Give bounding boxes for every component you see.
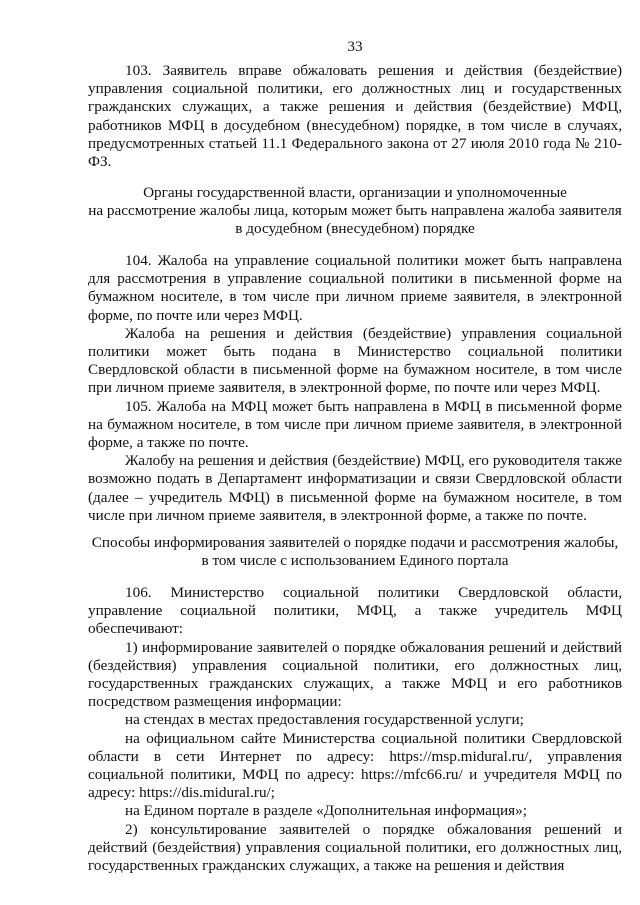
list-item-1-websites: на официальном сайте Министерства социальной политики Свердловской области в сети Интернет по адресу: https://msp.midural.ru/, управления социальной политики, МФЦ по адресу: https://mfc66.ru/ и учредителя МФЦ по адресу: https://dis.midural.ru/; <box>88 729 622 802</box>
paragraph-104-complaint-ministry: Жалоба на решения и действия (бездействие) управления социальной политики может быть подана в Министерство социальной политики Свердловской области в письменной форме на бумажном носителе, в том числе при личном приеме заявителя, в электронной форме, по почте или через МФЦ. <box>88 324 622 397</box>
heading-line-2: на рассмотрение жалобы лица, которым может быть направлена жалоба заявителя <box>88 202 622 220</box>
paragraph-106-list <box>88 584 622 875</box>
list-item-1-stands: на стендах в местах предоставления государственной услуги; <box>125 711 524 729</box>
paragraphs-104-105 <box>88 252 622 525</box>
section-heading-informing <box>88 534 622 570</box>
page-number: 33 <box>347 38 363 55</box>
heading-line-1: Органы государственной власти, организации и уполномоченные <box>143 184 567 201</box>
heading-line-3: в досудебном (внесудебном) порядке <box>235 220 475 238</box>
section-heading-authorities <box>88 184 622 239</box>
paragraph-105-complaint-founder: Жалобу на решения и действия (бездействие) МФЦ, его руководителя также возможно подать в Департамент информатизации и связи Свердловской области (далее – учредитель МФЦ) в письменной форме на бумажном носителе, в том числе при личном приеме заявителя, в электронной форме, а также по почте. <box>88 452 622 524</box>
heading-line-2: в том числе с использованием Единого портала <box>201 552 509 570</box>
paragraph-103 <box>88 62 622 171</box>
paragraph-106: 106. Министерство социальной политики Свердловской области, управление социальной политики, МФЦ, а также учредитель МФЦ обеспечивают: <box>88 584 622 638</box>
list-item-1-portal: на Едином портале в разделе «Дополнительная информация»; <box>125 802 527 820</box>
paragraph-103-text: 103. Заявитель вправе обжаловать решения и действия (бездействие) управления социальной политики, его должностных лиц и государственных гражданских служащих, а также решения и действия (бездействие) МФЦ, работников МФЦ в досудебном (внесудебном) порядке, в том числе в случаях, предусмотренных статьей 11.1 Федерального закона от 27 июля 2010 года № 210-ФЗ. <box>88 62 622 171</box>
list-item-2: 2) консультирование заявителей о порядке обжалования решений и действий (бездействия) управления социальной политики, его должностных лиц, государственных гражданских служащих, а также на решения и действия <box>88 820 622 875</box>
paragraph-105: 105. Жалоба на МФЦ может быть направлена в МФЦ в письменной форме на бумажном носителе, в том числе при личном приеме заявителя, в электронной форме, а также по почте. <box>88 397 622 452</box>
heading-line-1: Способы информирования заявителей о порядке подачи и рассмотрения жалобы, <box>91 534 619 551</box>
paragraph-104: 104. Жалоба на управление социальной политики может быть направлена для рассмотрения в управление социальной политики в письменной форме на бумажном носителе, в том числе при личном приеме заявителя, в электронной форме, по почте или через МФЦ. <box>88 252 622 324</box>
list-item-1: 1) информирование заявителей о порядке обжалования решений и действий (бездействия) управления социальной политики, его должностных лиц, государственных гражданских служащих, а также МФЦ и его работников посредством размещения информации: <box>88 638 622 711</box>
